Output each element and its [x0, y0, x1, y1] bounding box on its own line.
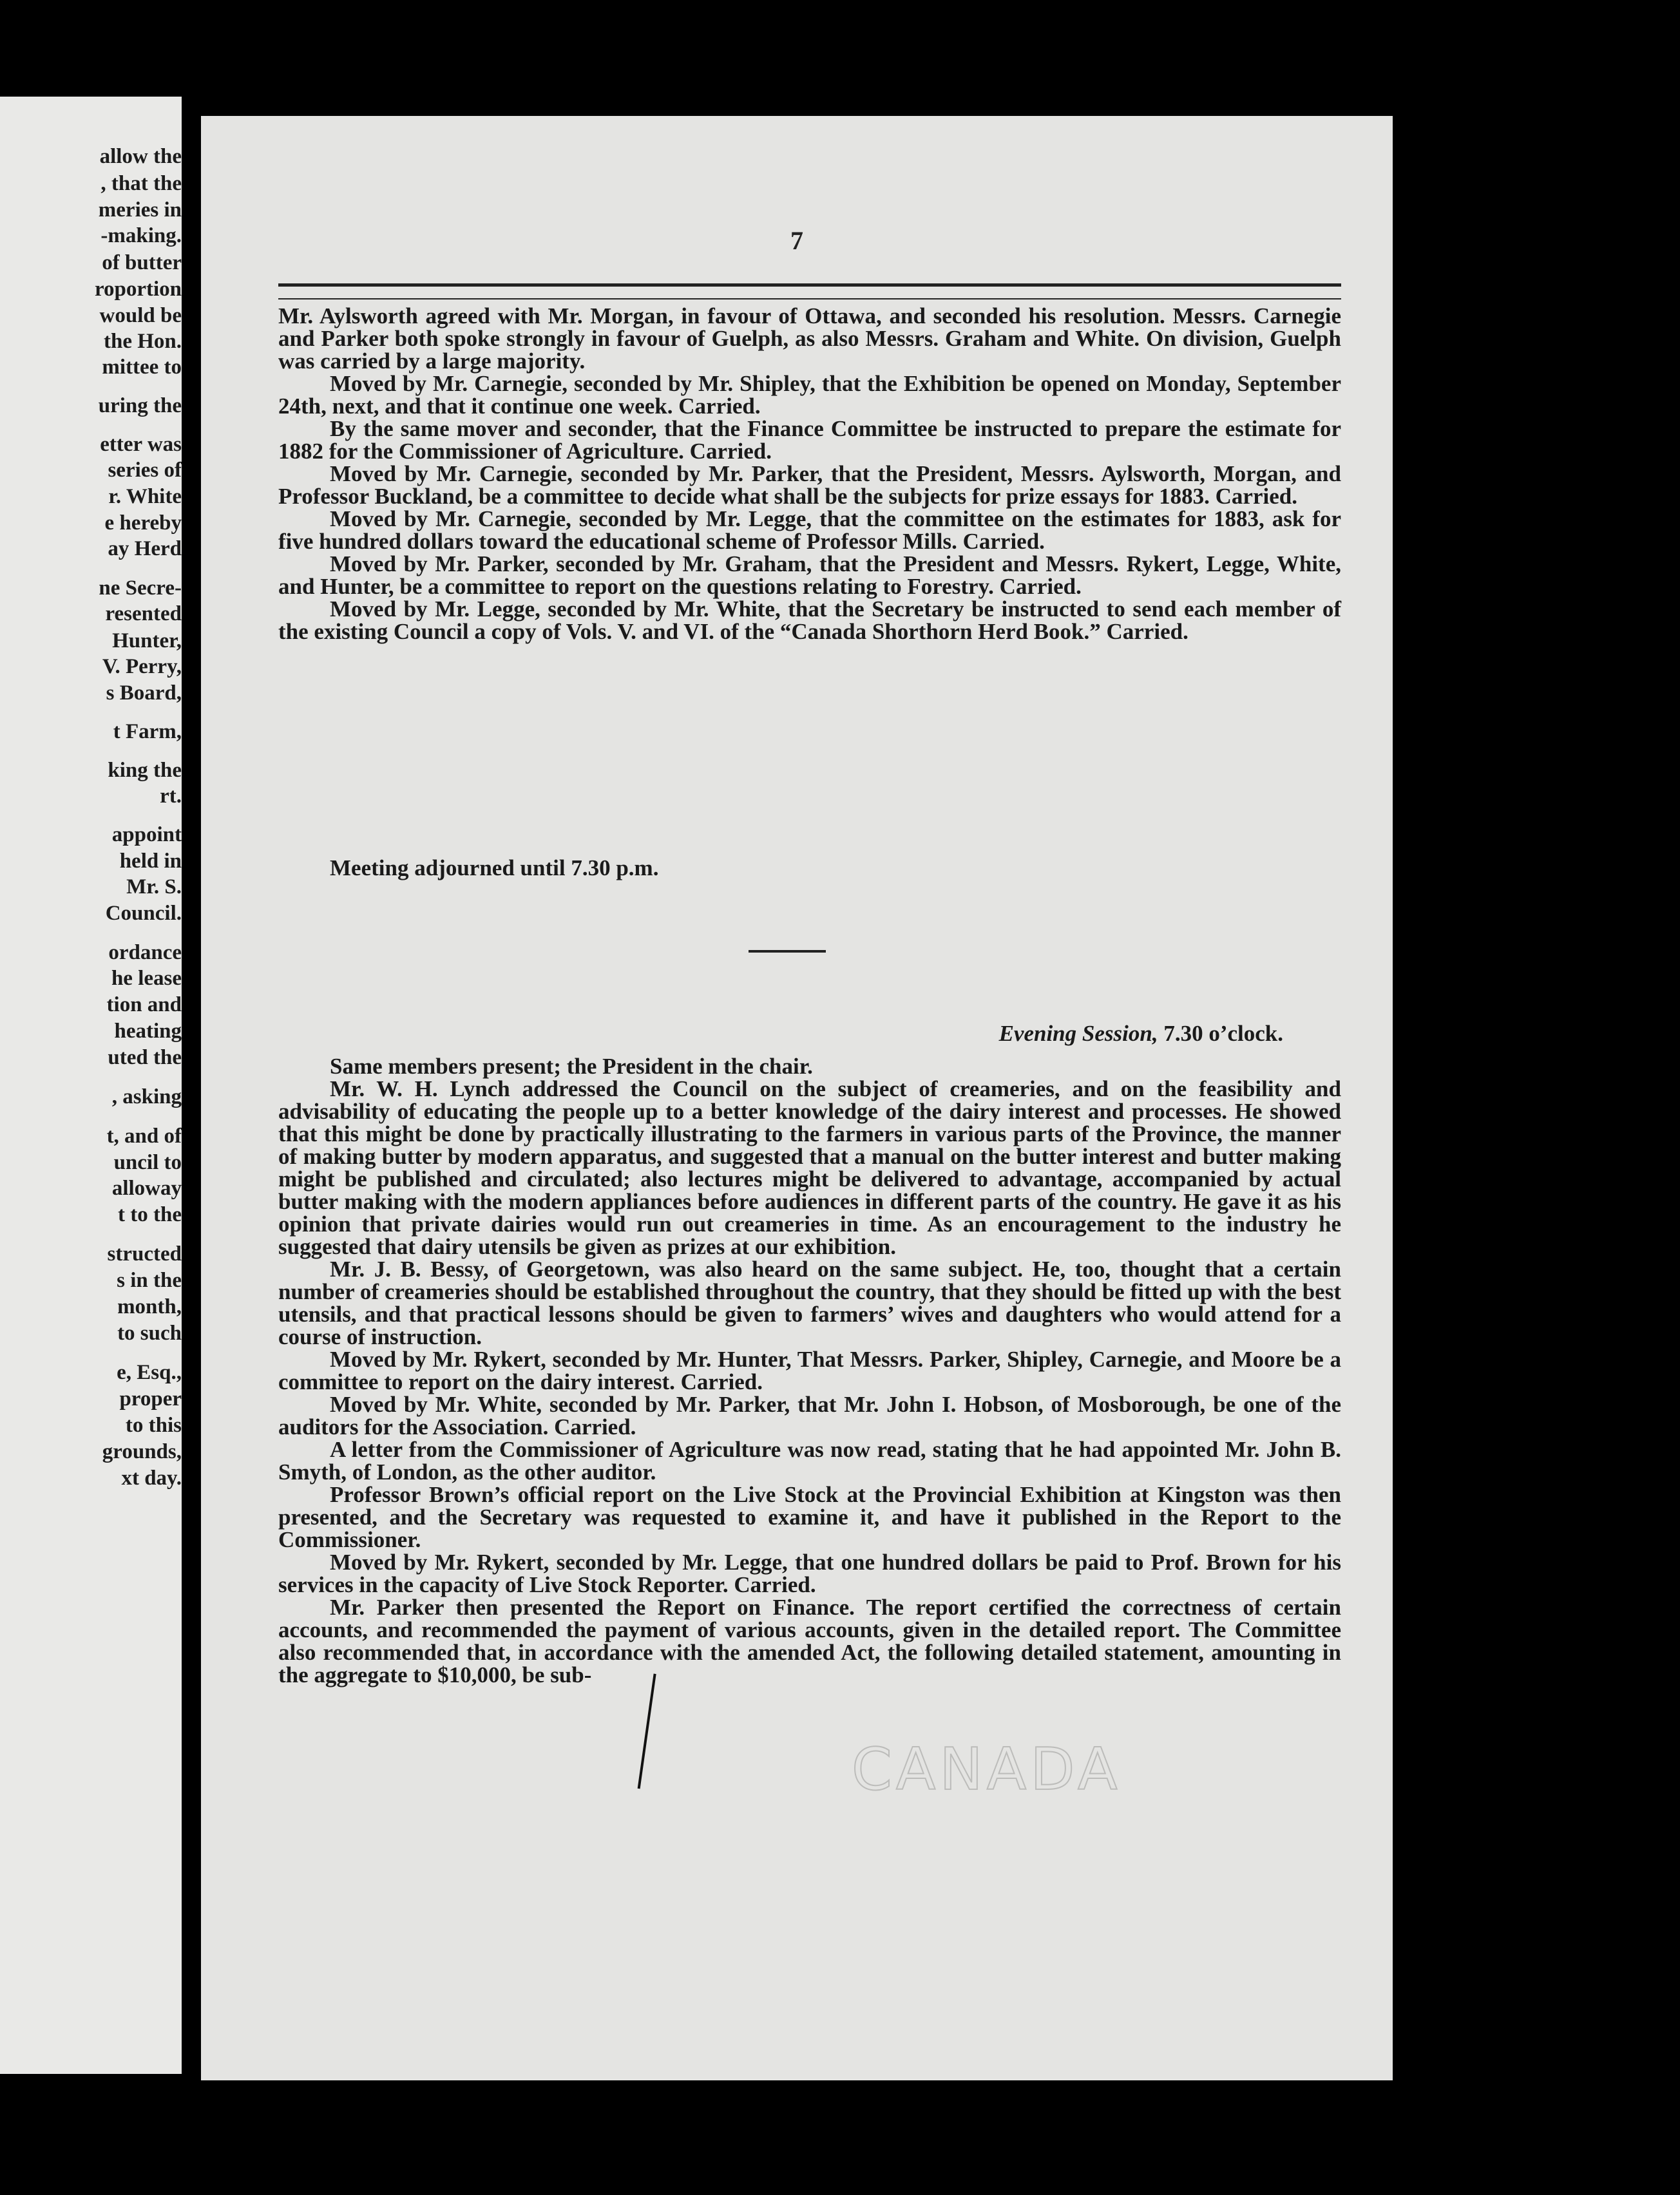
- minutes-paragraph: Moved by Mr. Carnegie, seconded by Mr. Parker, that the President, Messrs. Aylsworth, Morgan, and Professor Buckland, be a committee to decide what shall be the subjects for prize essays for 1883. Carried.: [278, 461, 1341, 509]
- minutes-paragraph: Mr. Parker then presented the Report on Finance. The report certified the correctness of certain accounts, and recommended the payment of various accounts, given in the detailed report. The Committee also recommended that, in accordance with the amended Act, the following detailed statement, amounting in the aggregate to $10,000, be sub-: [278, 1595, 1341, 1687]
- left-page-line: t Farm,: [113, 720, 182, 743]
- header-rule: [278, 283, 1341, 299]
- left-page-line: Council.: [105, 902, 182, 925]
- left-page-line: to such: [117, 1322, 182, 1345]
- left-page-line: alloway: [111, 1177, 182, 1200]
- left-page-line: heating: [114, 1020, 182, 1043]
- minutes-paragraph: A letter from the Commissioner of Agriculture was now read, stating that he had appointed Mr. John B. Smyth, of London, as the other auditor.: [278, 1437, 1341, 1485]
- left-page-line: proper: [119, 1387, 182, 1411]
- left-page-line: appoint: [111, 823, 182, 846]
- left-page-line: meries in: [98, 198, 182, 222]
- left-page-line: ay Herd: [108, 537, 182, 560]
- left-page-line: tion and: [106, 993, 182, 1016]
- left-page-line: of butter: [102, 251, 182, 274]
- left-page-line: , asking: [111, 1085, 182, 1108]
- left-page-line: e hereby: [104, 511, 182, 535]
- left-page-line: uted the: [108, 1046, 182, 1069]
- minutes-paragraph: Mr. J. B. Bessy, of Georgetown, was also heard on the same subject. He, too, thought that a certain number of creameries should be established throughout the country, that they should be fitted up with the best utensils, and that practical lessons should be given to farmers’ wives and daughters who would attend for a course of instruction.: [278, 1257, 1341, 1349]
- left-page-line: month,: [117, 1295, 182, 1318]
- left-page-line: t, and of: [106, 1125, 182, 1148]
- left-page-line: V. Perry,: [102, 655, 182, 678]
- left-page-line: mittee to: [102, 356, 182, 379]
- session-heading: [999, 1021, 1283, 1047]
- minutes-paragraph: Moved by Mr. Rykert, seconded by Mr. Legge, that one hundred dollars be paid to Prof. Brown for his services in the capacity of Live Stock Reporter. Carried.: [278, 1550, 1341, 1597]
- left-page-line: would be: [99, 304, 182, 327]
- left-page-line: r. White: [108, 485, 182, 508]
- minutes-paragraph: Same members present; the President in the chair.: [330, 1054, 813, 1079]
- minutes-block-afternoon: [278, 305, 1341, 643]
- left-page-line: ordance: [108, 941, 182, 964]
- left-page-line: grounds,: [102, 1440, 182, 1463]
- left-page-line: the Hon.: [103, 330, 182, 353]
- left-page-line: rt.: [160, 784, 182, 808]
- left-page-line: structed: [107, 1242, 182, 1266]
- left-page-line: held in: [119, 850, 182, 873]
- left-page-line: roportion: [94, 278, 182, 301]
- section-separator: [749, 950, 826, 953]
- left-page-line: -making.: [100, 224, 182, 247]
- left-page-line: uncil to: [113, 1151, 182, 1174]
- left-page-line: etter was: [100, 433, 182, 456]
- left-page-line: s in the: [117, 1269, 182, 1292]
- minutes-paragraph: Moved by Mr. White, seconded by Mr. Parker, that Mr. John I. Hobson, of Mosborough, be one of the auditors for the Association. Carried.: [278, 1392, 1341, 1440]
- library-stamp: CANADA: [852, 1736, 1122, 1803]
- left-page-line: ne Secre-: [99, 576, 182, 600]
- left-page-line: Mr. S.: [126, 875, 182, 898]
- left-page-line: to this: [125, 1414, 182, 1437]
- document-page: [201, 116, 1393, 2080]
- adjournment-line: Meeting adjourned until 7.30 p.m.: [330, 855, 659, 880]
- minutes-paragraph: Moved by Mr. Carnegie, seconded by Mr. Shipley, that the Exhibition be opened on Monday, September 24th, next, and that it continue one week. Carried.: [278, 371, 1341, 419]
- minutes-paragraph: Mr. W. H. Lynch addressed the Council on the subject of creameries, and on the feasibility and advisability of educating the people up to a better knowledge of the dairy interest and processes. He showed that this might be done by practically illustrating to the farmers in various parts of the Province, the manner of making butter by modern apparatus, and suggested that a manual on the butter interest and butter making might be published and circulated; also lectures might be delivered to advantage, accompanied by actual butter making with the modern appliances before audiences in different parts of the country. He gave it as his opinion that private dairies would run out creameries in time. As an encouragement to the industry he suggested that dairy utensils be given as prizes at our exhibition.: [278, 1076, 1341, 1259]
- left-page-line: uring the: [98, 394, 182, 417]
- page-number: 7: [790, 226, 803, 255]
- left-page-line: s Board,: [106, 681, 182, 705]
- left-page-line: he lease: [111, 967, 182, 990]
- pen-mark: [638, 1674, 676, 1792]
- minutes-paragraph: Mr. Aylsworth agreed with Mr. Morgan, in favour of Ottawa, and seconded his resolution. Messrs. Carnegie and Parker both spoke strongly in favour of Guelph, as also Messrs. Graham and White. On division, Guelph was carried by a large majority.: [278, 303, 1341, 374]
- left-page-line: series of: [108, 459, 182, 482]
- minutes-paragraph: Moved by Mr. Rykert, seconded by Mr. Hunter, That Messrs. Parker, Shipley, Carnegie, and Moore be a committee to report on the dairy interest. Carried.: [278, 1347, 1341, 1394]
- minutes-paragraph: Professor Brown’s official report on the Live Stock at the Provincial Exhibition at Kingston was then presented, and the Secretary was requested to examine it, and have it published in the Report to the Commissioner.: [278, 1482, 1341, 1552]
- left-page-line: e, Esq.,: [117, 1361, 182, 1384]
- minutes-paragraph: By the same mover and seconder, that the Finance Committee be instructed to prepare the estimate for 1882 for the Commissioner of Agriculture. Carried.: [278, 416, 1341, 464]
- minutes-paragraph: Moved by Mr. Carnegie, seconded by Mr. Legge, that the committee on the estimates for 1883, ask for five hundred dollars toward the educational scheme of Professor Mills. Carried.: [278, 506, 1341, 554]
- minutes-block-evening: [278, 1055, 1341, 1686]
- left-page-line: king the: [108, 759, 182, 782]
- left-page-line: t to the: [118, 1203, 182, 1226]
- left-page-line: xt day.: [121, 1467, 182, 1490]
- minutes-paragraph: Moved by Mr. Parker, seconded by Mr. Graham, that the President and Messrs. Rykert, Legge, White, and Hunter, be a committee to report on the questions relating to Forestry. Carried.: [278, 551, 1341, 599]
- session-heading-time: 7.30 o’clock.: [1158, 1021, 1283, 1046]
- left-page-line: allow the: [99, 145, 182, 168]
- left-page-line: resented: [105, 602, 182, 625]
- left-page-line: , that the: [100, 172, 182, 195]
- session-heading-label: Evening Session,: [998, 1021, 1158, 1046]
- left-page-line: Hunter,: [112, 629, 182, 652]
- minutes-paragraph: Moved by Mr. Legge, seconded by Mr. White, that the Secretary be instructed to send each member of the existing Council a copy of Vols. V. and VI. of the “Canada Shorthorn Herd Book.” Carried.: [278, 596, 1341, 644]
- left-page-fragment: [0, 97, 182, 2074]
